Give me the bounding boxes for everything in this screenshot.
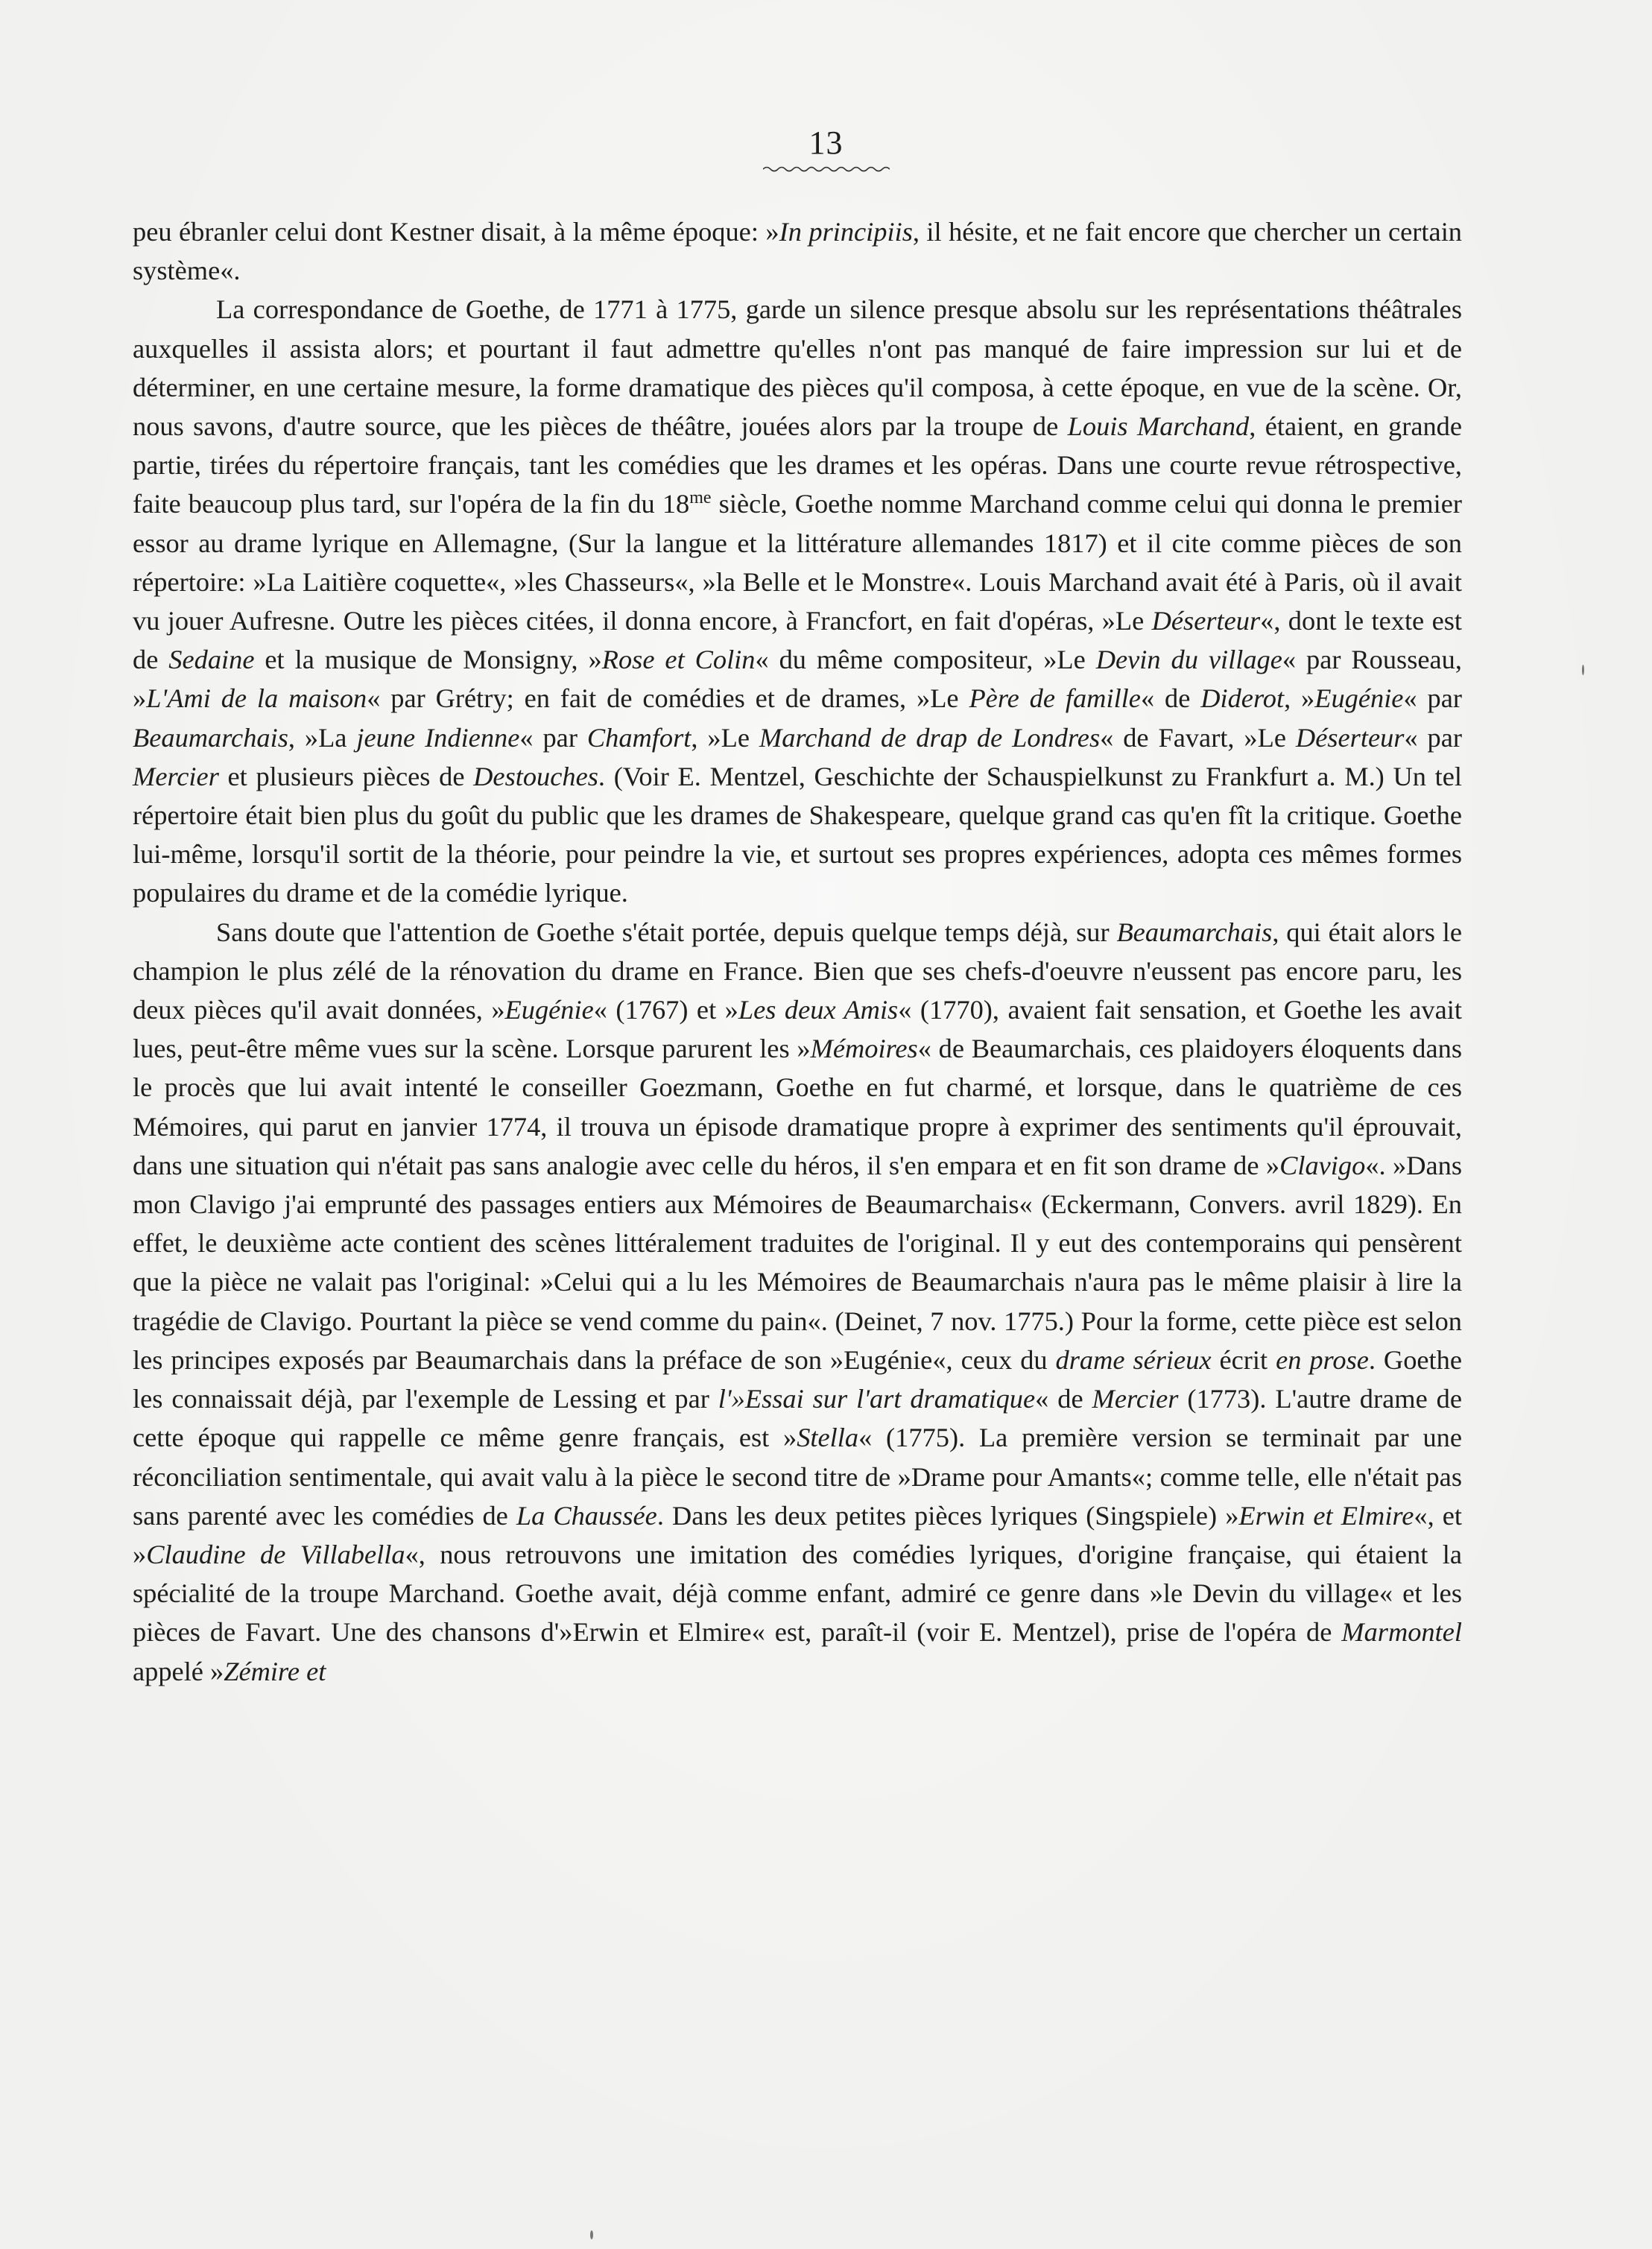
italic-title: Mercier	[133, 761, 219, 791]
text-run: siècle, Goethe nomme Marchand comme celui qui donna le premier essor au drame lyrique en Allemagne, (Sur la langue et la littérature allemandes 1817) et il cite comme pièces de son répertoire: »La Laitière coquette«, »les Chasseurs«, »la Belle et le Monstre«. Louis Marchand avait été à Paris, où il avait vu jouer Aufresne. Outre les pièces citées, il donna encore, à Francfort, en fait d'opéras, »Le	[133, 489, 1462, 636]
text-run: . (Voir E. Mentzel, Geschichte der Schauspielkunst zu Frankfurt a. M.) Un tel répertoire était bien plus du goût du public que les drames de Shakespeare, quelque grand cas qu'en fît la critique. Goethe lui-même, lorsqu'il sortit de la théorie, pour peindre la vie, et surtout ses propres expériences, adopta ces mêmes formes populaires du drame et de la comédie lyrique.	[133, 761, 1462, 908]
text-run: « (1767) et »	[593, 995, 738, 1025]
text-run: . Goethe les connaissait déjà, par l'exemple de Lessing et par	[133, 1344, 1463, 1414]
italic-title: drame sérieux	[1055, 1344, 1212, 1375]
italic-title: Mercier	[1092, 1384, 1179, 1414]
text-run: peu ébranler celui dont Kestner disait, à la même époque: »	[133, 217, 779, 247]
text-run: «, dont le texte est de	[133, 606, 1462, 675]
text-run: et plusieurs pièces de	[218, 761, 474, 791]
text-run: appelé »	[133, 1656, 224, 1686]
wavy-rule-ornament	[763, 165, 890, 173]
text-run: (1773). L'autre drame de cette époque qui rappelle ce même genre français, est »	[133, 1384, 1462, 1453]
text-run: et la musique de Monsigny, »	[254, 645, 602, 675]
text-run: , »	[1284, 683, 1315, 714]
text-run: « de Beaumarchais, ces plaidoyers éloquents dans le procès que lui avait intenté le conseiller Goezmann, Goethe en fut charmé, et lorsque, dans le quatrième de ces Mémoires, qui parut en janvier 1774, il trouva un épisode dramatique propre à exprimer des sentiments qu'il éprouvait, dans une situation qui n'était pas sans analogie avec celle du héros, il s'en empara et en fit son drame de »	[133, 1034, 1462, 1180]
italic-title: Stella	[797, 1423, 859, 1453]
text-run: « (1775). La première version se terminait par une réconciliation sentimentale, qui avait valu à la pièce le second titre de »Drame pour Amants«; comme telle, elle n'était pas sans parenté avec les comédies de	[133, 1423, 1462, 1531]
page-header	[0, 125, 1652, 173]
text-run: , »Le	[691, 722, 759, 753]
paragraph-3	[133, 913, 1462, 1691]
italic-title: Eugénie	[504, 995, 594, 1025]
italic-title: Marchand de drap de Londres	[759, 722, 1101, 753]
text-run: Sans doute que l'attention de Goethe s'était portée, depuis quelque temps déjà, sur	[216, 917, 1117, 947]
text-run: « par	[1404, 722, 1463, 753]
italic-title: Destouches	[473, 761, 598, 791]
text-run: écrit	[1211, 1344, 1276, 1375]
italic-title: Chamfort	[586, 722, 692, 753]
superscript: me	[689, 488, 712, 508]
italic-title: en prose	[1276, 1344, 1369, 1375]
italic-title: L'Ami de la maison	[146, 683, 367, 714]
text-run: « (1770), avaient fait sensation, et Goethe les avait lues, peut-être même vues sur la scène. Lorsque parurent les »	[133, 995, 1462, 1064]
italic-title: Zémire et	[224, 1656, 326, 1686]
italic-title: Père de famille	[969, 683, 1141, 714]
text-run: «, nous retrouvons une imitation des comédies lyriques, d'origine française, qui étaient la spécialité de la troupe Marchand. Goethe avait, déjà comme enfant, admiré ce genre dans »le Devin du village« et les pièces de Favart. Une des chansons d'»Erwin et Elmire« est, paraît-il (voir E. Mentzel), prise de l'opéra de	[133, 1539, 1462, 1648]
italic-title: In principiis	[779, 217, 913, 247]
text-run: « par	[1403, 683, 1462, 714]
text-run: , qui était alors le champion le plus zélé de la rénovation du drame en France. Bien que ses chefs-d'oeuvre n'eussent pas encore paru, les deux pièces qu'il avait données, »	[133, 917, 1463, 1025]
italic-title: Sedaine	[168, 645, 255, 675]
text-run: La correspondance de Goethe, de 1771 à 1775, garde un silence presque absolu sur les représentations théâtrales auxquelles il assista alors; et pourtant il faut admettre qu'elles n'ont pas manqué de faire impression sur lui et de déterminer, en une certaine mesure, la forme dramatique des pièces qu'il composa, à cette époque, en vue de la scène. Or, nous savons, d'autre source, que les pièces de théâtre, jouées alors par la troupe de	[133, 294, 1462, 442]
text-run: « par Rousseau, »	[133, 645, 1462, 714]
text-run: « par Grétry; en fait de comédies et de drames, »Le	[367, 683, 969, 714]
italic-title: Beaumarchais	[133, 722, 288, 753]
text-run: , »La	[288, 722, 357, 753]
italic-title: La Chaussée	[516, 1500, 657, 1531]
italic-title: Devin du village	[1095, 645, 1282, 675]
italic-title: Déserteur	[1151, 606, 1261, 636]
text-run: «, et »	[133, 1500, 1463, 1569]
italic-title: Les deux Amis	[738, 995, 899, 1025]
paragraph-1	[133, 212, 1462, 290]
scan-speck	[590, 2230, 593, 2239]
italic-title: jeune Indienne	[356, 722, 520, 753]
italic-title: Diderot	[1200, 683, 1285, 714]
text-run: «. »Dans mon Clavigo j'ai emprunté des passages entiers aux Mémoires de Beaumarchais« (Eckermann, Convers. avril 1829). En effet, le deuxième acte contient des scènes littéralement traduites de l'original. Il y eut des contemporains qui pensèrent que la pièce ne valait pas l'original: »Celui qui a lu les Mémoires de Beaumarchais n'aura pas le même plaisir à lire la tragédie de Clavigo. Pourtant la pièce se vend comme du pain«. (Deinet, 7 nov. 1775.) Pour la forme, cette pièce est selon les principes exposés par Beaumarchais dans la préface de son »Eugénie«, ceux du	[133, 1150, 1462, 1375]
italic-title: Déserteur	[1295, 722, 1405, 753]
italic-title: Clavigo	[1279, 1150, 1366, 1180]
italic-title: Beaumarchais	[1116, 917, 1273, 947]
italic-title: Erwin et Elmire	[1238, 1500, 1414, 1531]
italic-title: Rose et Colin	[601, 645, 756, 675]
text-run: , il hésite, et ne fait encore que chercher un certain système«.	[133, 217, 1462, 286]
italic-title: Claudine de Villabella	[146, 1539, 405, 1569]
text-run: « de	[1035, 1384, 1092, 1414]
paragraph-2	[133, 290, 1462, 912]
italic-title: Louis Marchand	[1067, 411, 1250, 442]
text-run: « du même compositeur, »Le	[755, 645, 1096, 675]
italic-title: Marmontel	[1341, 1617, 1462, 1648]
page-number: 13	[808, 124, 844, 161]
italic-title: Mémoires	[810, 1034, 918, 1064]
text-run: « de	[1140, 683, 1201, 714]
italic-title: l'»Essai sur l'art dramatique	[718, 1384, 1036, 1414]
body-text	[133, 212, 1462, 1691]
text-run: « de Favart, »Le	[1100, 722, 1296, 753]
text-run: « par	[519, 722, 587, 753]
text-run: , étaient, en grande partie, tirées du répertoire français, tant les comédies que les drames et les opéras. Dans une courte revue rétrospective, faite beaucoup plus tard, sur l'opéra de la fin du 18	[133, 411, 1463, 519]
scan-speck	[1582, 665, 1584, 675]
italic-title: Eugénie	[1314, 683, 1404, 714]
text-run: . Dans les deux petites pièces lyriques (Singspiele) »	[656, 1500, 1239, 1531]
